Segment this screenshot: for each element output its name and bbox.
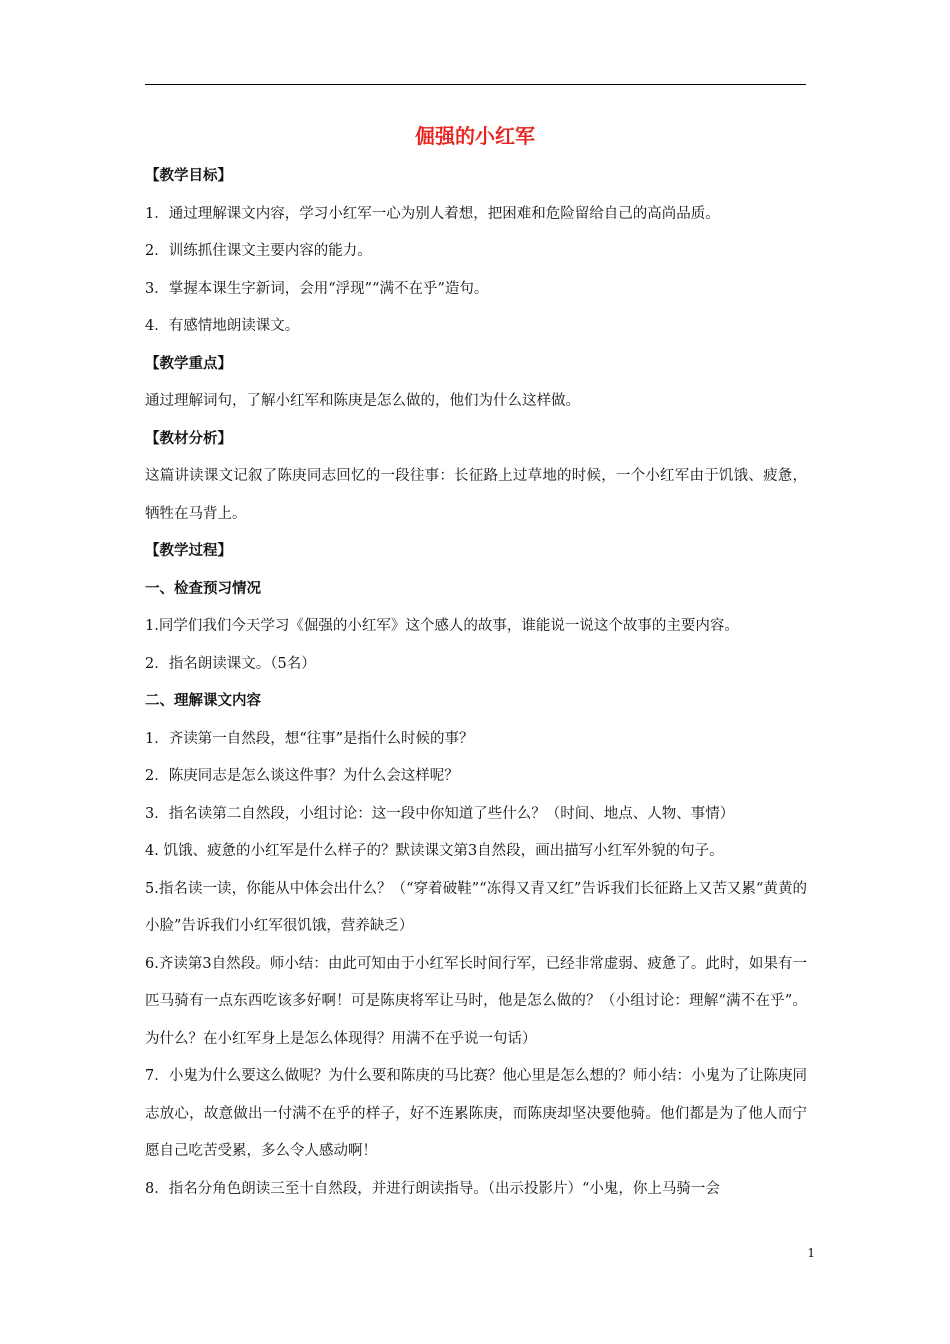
analysis-text: 这篇讲读课文记叙了陈庚同志回忆的一段往事：长征路上过草地的时候，一个小红军由于饥饿、疲惫，牺牲在马背上。 (145, 468, 807, 522)
goal-item-3: 3．掌握本课生字新词，会用“浮现”“满不在乎”造句。 (145, 280, 489, 297)
step2-item-4: 4. 饥饿、疲惫的小红军是什么样子的？默读课文第3自然段，画出描写小红军外貌的句子。 (145, 843, 724, 859)
goal-item-2: 2．训练抓住课文主要内容的能力。 (145, 243, 372, 259)
step1-item-2: 2．指名朗读课文。（5名） (145, 655, 316, 672)
step2-item-7: 7．小鬼为什么要这么做呢？为什么要和陈庚的马比赛？他心里是怎么想的？师小结：小鬼为了让陈庚同志放心，故意做出一付满不在乎的样子，好不连累陈庚，而陈庚却坚决要他骑。他们都是为了他人而宁愿自己吃苦受累，多么令人感动啊！ (145, 1068, 807, 1159)
step1-item-1: 1.同学们我们今天学习《倔强的小红军》这个感人的故事，谁能说一说这个故事的主要内容。 (145, 618, 739, 634)
step2-item-2: 2．陈庚同志是怎么谈这件事？为什么会这样呢？ (145, 768, 459, 784)
step2-item-5: 5.指名读一读，你能从中体会出什么？（“穿着破鞋”“冻得又青又红”告诉我们长征路上又苦又累“黄黄的小脸”告诉我们小红军很饥饿，营养缺乏） (145, 880, 807, 934)
section-heading-process: 【教学过程】 (145, 543, 232, 559)
step2-item-1: 1．齐读第一自然段，想“往事”是指什么时候的事？ (145, 730, 474, 747)
step2-heading: 二、理解课文内容 (145, 693, 261, 709)
document-title: 倔强的小红军 (415, 124, 535, 148)
step2-item-6: 6.齐读第3自然段。师小结：由此可知由于小红军长时间行军，已经非常虚弱、疲惫了。此时，如果有一匹马骑有一点东西吃该多好啊！可是陈庚将军让马时，他是怎么做的？（小组讨论：理解“满不在乎”。为什么？在小红军身上是怎么体现得？用满不在乎说一句话） (145, 955, 807, 1047)
goal-item-4: 4．有感情地朗读课文。 (145, 318, 300, 334)
section-heading-goals: 【教学目标】 (145, 168, 232, 184)
header-rule (145, 84, 806, 85)
step2-item-3: 3．指名读第二自然段，小组讨论：这一段中你知道了些什么？（时间、地点、人物、事情） (145, 805, 735, 822)
step2-item-8: 8．指名分角色朗读三至十自然段，并进行朗读指导。（出示投影片）“小鬼，你上马骑一会 (145, 1180, 720, 1197)
goal-item-1: 1．通过理解课文内容，学习小红军一心为别人着想，把困难和危险留给自己的高尚品质。 (145, 205, 720, 222)
section-heading-key: 【教学重点】 (145, 355, 232, 372)
document-body (145, 158, 807, 1208)
section-heading-analysis: 【教材分析】 (145, 430, 232, 447)
page-number: 1 (807, 1246, 815, 1260)
step1-heading: 一、检查预习情况 (145, 580, 261, 597)
key-point-text: 通过理解词句，了解小红军和陈庚是怎么做的，他们为什么这样做。 (145, 393, 580, 409)
